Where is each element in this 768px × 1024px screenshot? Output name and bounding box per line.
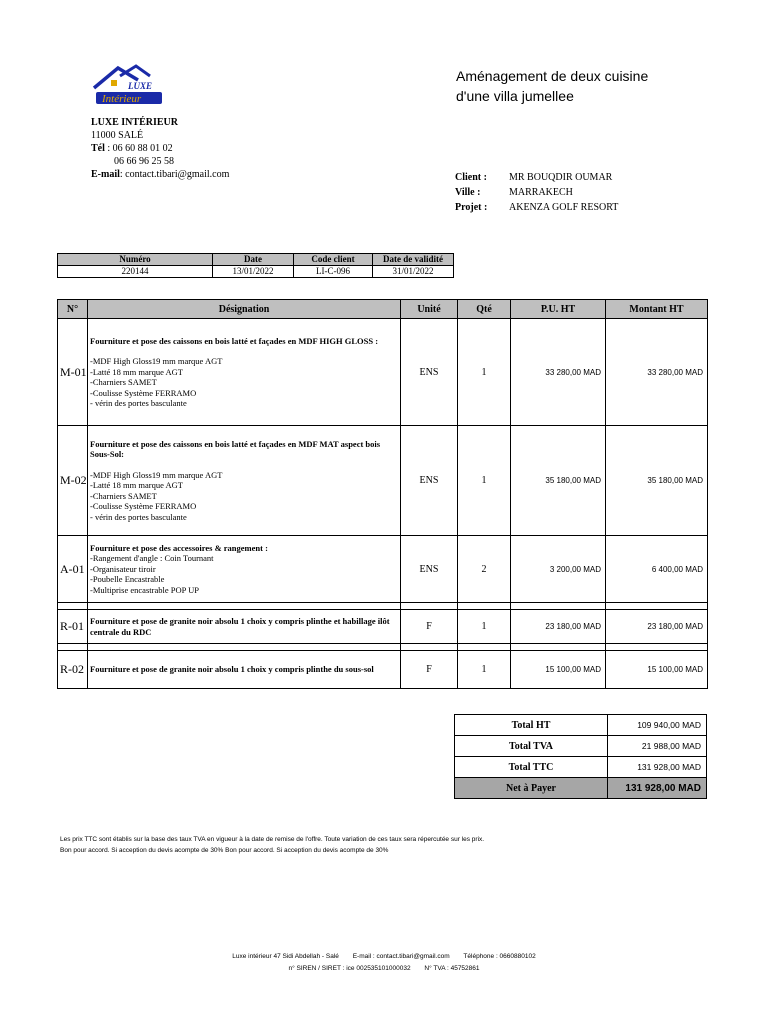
- item-title: Fourniture et pose des caissons en bois latté et façades en MDF MAT aspect bois Sous-Sol:: [90, 438, 381, 460]
- table-row: [58, 651, 708, 689]
- item-title: Fourniture et pose de granite noir absolu 1 choix y compris plinthe et habillage ilôt centrale du RDC: [90, 616, 390, 637]
- item-total: 6 400,00 MAD: [606, 536, 708, 603]
- item-code: A-01: [58, 536, 88, 603]
- item-line: -Poubelle Encastrable: [90, 574, 165, 585]
- company-name: LUXE INTÉRIEUR: [91, 117, 178, 128]
- info-header-date-validite: Date de validité: [373, 254, 454, 266]
- logo-text-luxe: LUXE: [128, 81, 153, 91]
- footer-address: Luxe intérieur 47 Sidi Abdellah - Salé: [232, 953, 339, 960]
- logo-text-interieur: Intérieur: [102, 93, 142, 105]
- item-unit: ENS: [401, 426, 458, 536]
- info-date: 13/01/2022: [213, 266, 294, 278]
- item-title: Fourniture et pose des accessoires & rangement :: [90, 542, 268, 553]
- item-unit: F: [401, 651, 458, 689]
- total-tva-value: 21 988,00 MAD: [608, 736, 707, 757]
- item-line: -Rangement d'angle : Coin Tournant: [90, 553, 214, 564]
- company-logo: [88, 62, 172, 110]
- item-code: R-01: [58, 610, 88, 644]
- client-block: [455, 170, 618, 215]
- client-value: MR BOUQDIR OUMAR: [509, 172, 613, 183]
- item-title: Fourniture et pose des caissons en bois latté et façades en MDF HIGH GLOSS :: [90, 335, 379, 346]
- footer-tva: N° TVA : 45752861: [424, 965, 480, 972]
- item-pu: 33 280,00 MAD: [511, 319, 606, 426]
- footer-phone: Téléphone : 0660880102: [463, 953, 536, 960]
- client-label: Client :: [455, 172, 487, 183]
- item-line: -Latté 18 mm marque AGT: [90, 366, 184, 377]
- info-header-numero: Numéro: [58, 254, 213, 266]
- ville-label: Ville :: [455, 187, 481, 198]
- total-tva-label: Total TVA: [455, 736, 608, 757]
- item-code: R-02: [58, 651, 88, 689]
- projet-label: Projet :: [455, 202, 488, 213]
- item-line: -Coulisse Système FERRAMO: [90, 387, 197, 398]
- total-tva-row: [455, 736, 707, 757]
- item-total: 35 180,00 MAD: [606, 426, 708, 536]
- note-line-1: Les prix TTC sont établis sur la base des taux TVA en vigueur à la date de remise de l'offre. Toute variation de ces taux sera répercutée sur les prix.: [60, 836, 485, 843]
- projet-value: AKENZA GOLF RESORT: [509, 202, 619, 213]
- item-designation: [88, 651, 401, 689]
- items-header-row: [58, 300, 708, 319]
- item-line: -Charniers SAMET: [90, 377, 157, 387]
- info-header-code-client: Code client: [294, 254, 373, 266]
- note-line-2: Bon pour accord. Si acception du devis acompte de 30% Bon pour accord. Si acception du devis acompte de 30%: [60, 847, 389, 854]
- item-total: 33 280,00 MAD: [606, 319, 708, 426]
- item-total: 23 180,00 MAD: [606, 610, 708, 644]
- item-designation: [88, 426, 401, 536]
- col-header-pu: P.U. HT: [511, 300, 606, 319]
- item-qty: 1: [458, 426, 511, 536]
- document-title: [456, 66, 716, 106]
- info-code-client: LI-C-096: [294, 266, 373, 278]
- terms-notes: [60, 834, 484, 856]
- info-date-validite: 31/01/2022: [373, 266, 454, 278]
- col-header-unite: Unité: [401, 300, 458, 319]
- info-table: [57, 253, 454, 278]
- net-a-payer-row: [455, 778, 707, 799]
- total-ttc-row: [455, 757, 707, 778]
- tel-label: Tél: [91, 143, 105, 154]
- title-line-2: d'une villa jumellee: [456, 88, 574, 104]
- page-footer: [0, 951, 768, 975]
- item-line: -Charniers SAMET: [90, 490, 157, 501]
- item-qty: 1: [458, 651, 511, 689]
- col-header-designation: Désignation: [88, 300, 401, 319]
- item-line: - vérin des portes basculante: [90, 398, 187, 408]
- item-code: M-02: [58, 426, 88, 536]
- item-qty: 1: [458, 319, 511, 426]
- item-line: -Coulisse Système FERRAMO: [90, 501, 197, 512]
- item-unit: ENS: [401, 319, 458, 426]
- info-numero: 220144: [58, 266, 213, 278]
- item-line: - vérin des portes basculante: [90, 511, 187, 522]
- table-row: [58, 319, 708, 426]
- net-a-payer-label: Net à Payer: [455, 778, 608, 799]
- item-line: -Organisateur tiroir: [90, 563, 156, 574]
- totals-table: [454, 714, 707, 799]
- item-line: -MDF High Gloss19 mm marque AGT: [90, 469, 223, 480]
- title-line-1: Aménagement de deux cuisine: [456, 68, 649, 84]
- table-row: [58, 610, 708, 644]
- item-designation: [88, 610, 401, 644]
- tel-2: 06 66 96 25 58: [114, 156, 174, 167]
- email-label: E-mail: [91, 169, 120, 180]
- col-header-no: N°: [58, 300, 88, 319]
- items-table: [57, 299, 708, 689]
- table-row: [58, 426, 708, 536]
- row-spacer: [58, 603, 708, 610]
- item-pu: 35 180,00 MAD: [511, 426, 606, 536]
- company-block: [91, 116, 229, 181]
- item-qty: 1: [458, 610, 511, 644]
- total-ht-row: [455, 715, 707, 736]
- item-unit: ENS: [401, 536, 458, 603]
- footer-siren: n° SIREN / SIRET : ice 002535101000032: [288, 965, 411, 972]
- total-ht-value: 109 940,00 MAD: [608, 715, 707, 736]
- total-ttc-label: Total TTC: [455, 757, 608, 778]
- item-pu: 3 200,00 MAD: [511, 536, 606, 603]
- item-code: M-01: [58, 319, 88, 426]
- table-row: [58, 536, 708, 603]
- tel-1: : 06 60 88 01 02: [104, 143, 173, 154]
- total-ht-label: Total HT: [455, 715, 608, 736]
- item-title: Fourniture et pose de granite noir absolu 1 choix y compris plinthe du sous-sol: [90, 664, 374, 675]
- company-email: : contact.tibari@gmail.com: [119, 169, 230, 180]
- row-spacer: [58, 644, 708, 651]
- total-ttc-value: 131 928,00 MAD: [608, 757, 707, 778]
- item-total: 15 100,00 MAD: [606, 651, 708, 689]
- item-designation: [88, 536, 401, 603]
- info-header-date: Date: [213, 254, 294, 266]
- footer-email: E-mail : contact.tibari@gmail.com: [352, 953, 450, 960]
- col-header-montant: Montant HT: [606, 300, 708, 319]
- item-line: -Latté 18 mm marque AGT: [90, 480, 184, 491]
- col-header-qte: Qté: [458, 300, 511, 319]
- item-pu: 15 100,00 MAD: [511, 651, 606, 689]
- item-line: -MDF High Gloss19 mm marque AGT: [90, 356, 223, 366]
- item-designation: [88, 319, 401, 426]
- company-city: 11000 SALÉ: [91, 130, 144, 141]
- ville-value: MARRAKECH: [509, 187, 573, 198]
- net-a-payer-value: 131 928,00 MAD: [608, 778, 707, 799]
- item-qty: 2: [458, 536, 511, 603]
- item-line: -Multiprise encastrable POP UP: [90, 584, 199, 595]
- item-unit: F: [401, 610, 458, 644]
- item-pu: 23 180,00 MAD: [511, 610, 606, 644]
